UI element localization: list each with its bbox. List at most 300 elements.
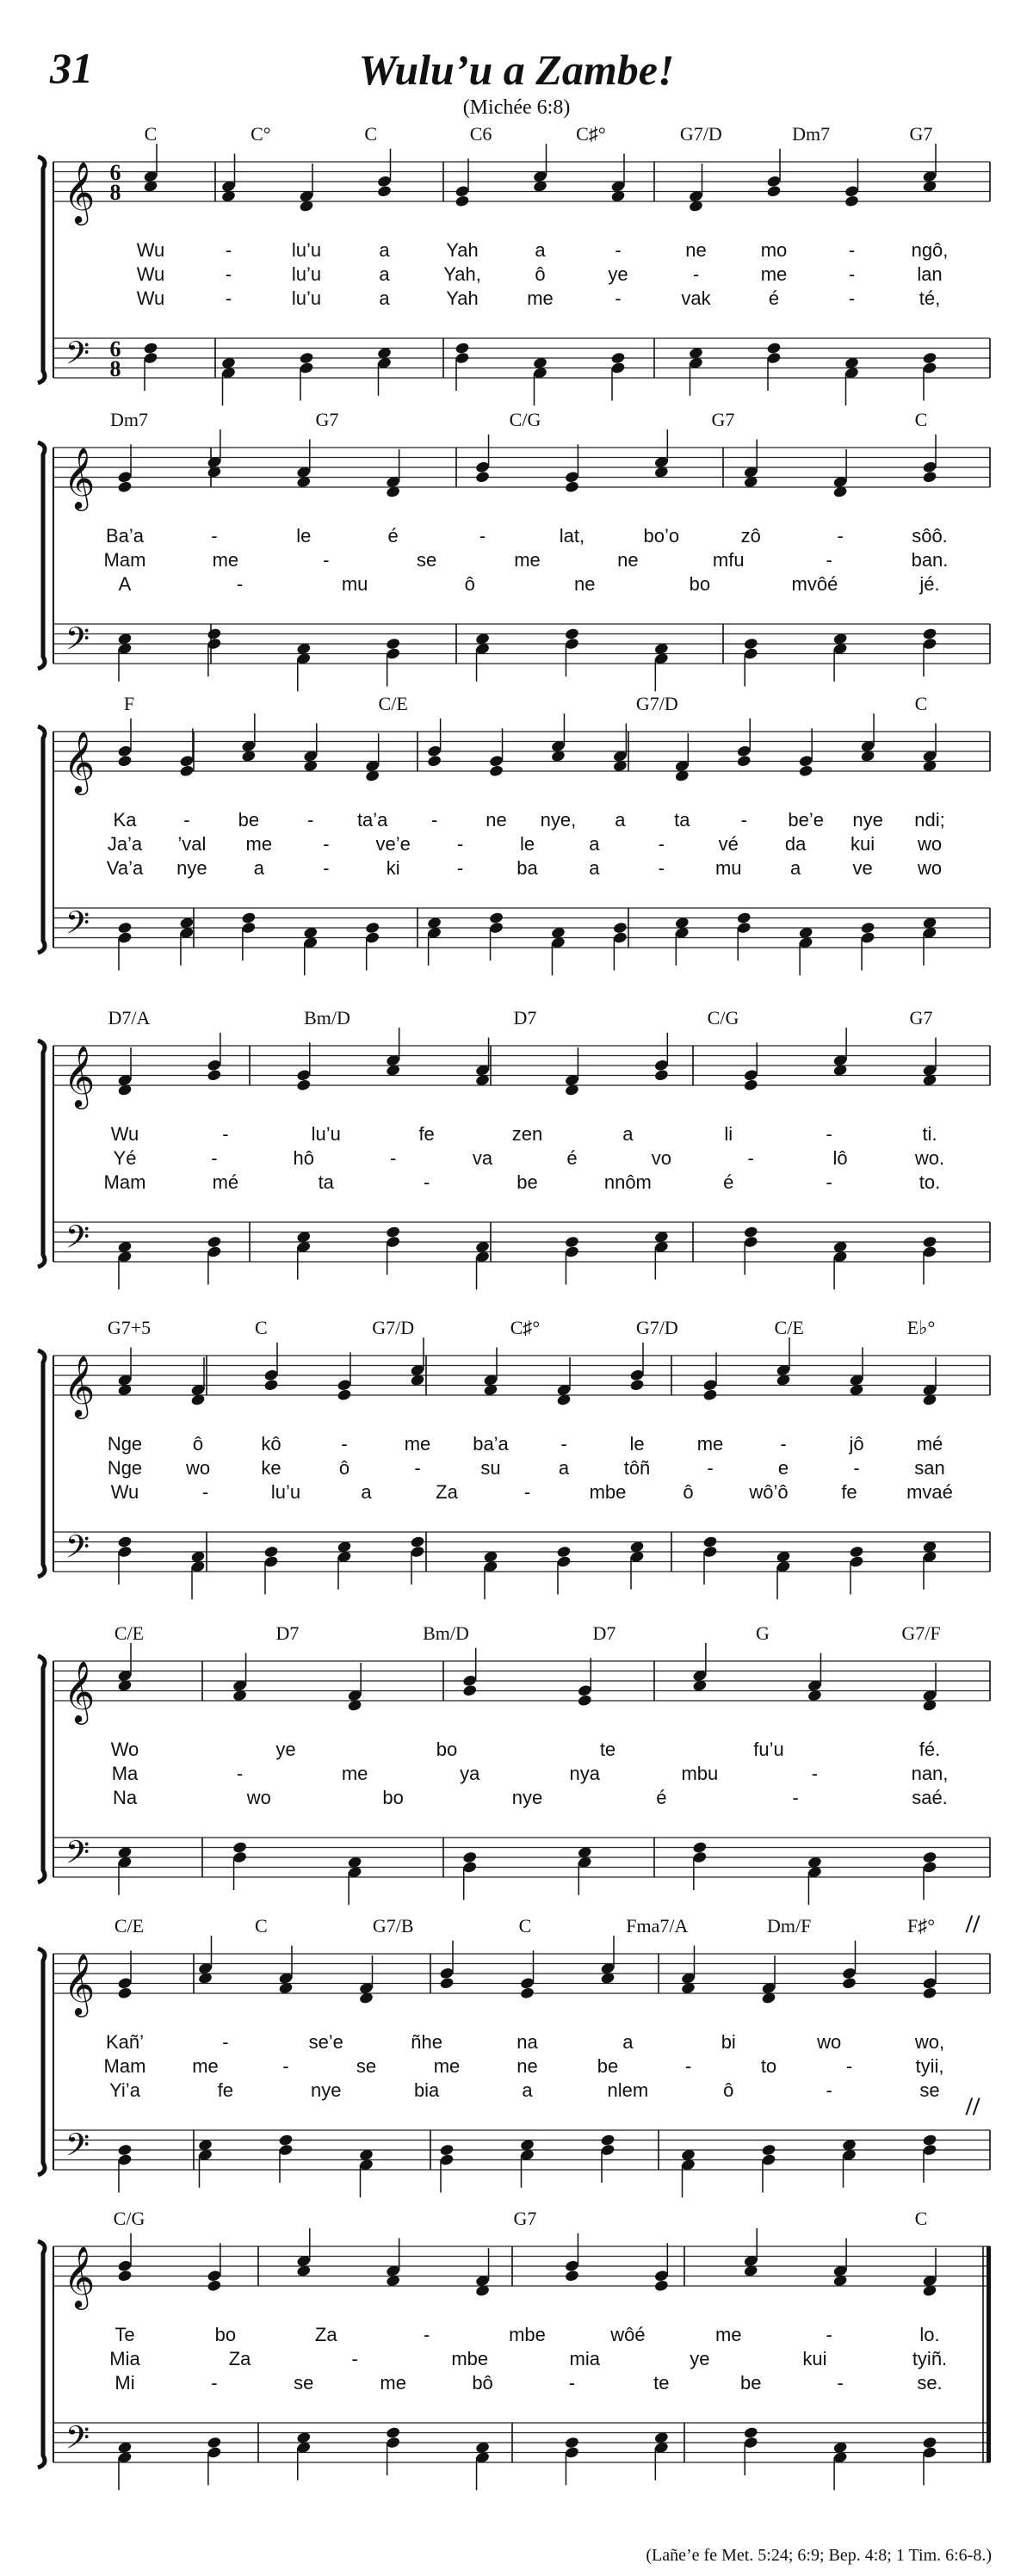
lyric-syllable: be	[238, 809, 260, 831]
chord-symbol: G7+5	[107, 1317, 152, 1338]
treble-clef: 𝄞	[63, 1354, 96, 1417]
lyric-syllable: saé.	[912, 1787, 948, 1808]
lyric-syllable: -	[323, 833, 330, 855]
lyric-syllable: vak	[681, 287, 711, 309]
lyric-syllable: ke	[261, 1457, 281, 1479]
lyric-syllable: -	[848, 287, 856, 309]
system-bracket	[38, 1949, 45, 2175]
lyric-syllable: lu’u	[311, 1123, 341, 1145]
bass-clef: 𝄢	[65, 621, 90, 665]
chord-symbol: C/E	[114, 1622, 145, 1644]
bass-notehead	[117, 921, 133, 934]
lyric-syllable: a	[379, 263, 390, 285]
treble-notehead	[179, 764, 195, 777]
system-bracket	[38, 2241, 45, 2468]
lyric-syllable: Mam	[103, 2055, 146, 2077]
lyric-syllable: me	[341, 1763, 368, 1784]
bass-clef: 𝄢	[65, 1529, 90, 1573]
lyric-syllable: -	[456, 857, 464, 879]
lyric-syllable: zen	[511, 1123, 543, 1145]
chord-symbol: F	[123, 693, 135, 714]
lyric-syllable: ô	[338, 1457, 350, 1479]
lyric-syllable: -	[183, 809, 190, 831]
lyric-syllable: é	[656, 1787, 667, 1808]
lyric-syllable: Wu	[136, 239, 165, 261]
chord-symbol: C/G	[113, 2208, 145, 2229]
lyric-syllable: Yah,	[443, 263, 481, 285]
lyric-syllable: é	[566, 1147, 578, 1169]
lyric-syllable: Wu	[136, 263, 165, 285]
lyric-syllable: ô	[723, 2079, 734, 2101]
chord-symbol: G7	[315, 409, 339, 430]
lyric-syllable: Za	[436, 1481, 458, 1503]
lyric-syllable: ya	[460, 1763, 480, 1784]
lyric-syllable: nye	[311, 2079, 342, 2101]
bass-notehead	[610, 351, 626, 364]
treble-notehead	[629, 1379, 645, 1392]
chord-symbol: G7/B	[372, 1915, 414, 1937]
lyric-syllable: lu’u	[291, 263, 322, 285]
bass-notehead	[241, 911, 257, 924]
lyric-syllable: -	[826, 2324, 832, 2345]
lyric-syllable: san	[914, 1457, 945, 1479]
lyric-syllable: -	[853, 1457, 860, 1479]
lyric-syllable: na	[516, 2031, 538, 2053]
lyric-syllable: wo	[185, 1457, 211, 1479]
lyric-syllable: Mi	[114, 2372, 135, 2394]
treble-notehead	[922, 1986, 937, 1999]
lyric-syllable: nlem	[607, 2079, 649, 2101]
lyric-syllable: a	[589, 833, 600, 855]
treble-notehead	[565, 480, 580, 493]
lyric-syllable: nya	[569, 1763, 601, 1784]
treble-notehead	[296, 1078, 312, 1091]
lyric-syllable: -	[307, 809, 314, 831]
treble-notehead	[565, 2270, 580, 2283]
chord-symbol: C6	[469, 123, 492, 145]
chord-symbol: G7	[909, 1007, 933, 1029]
bass-clef: 𝄢	[65, 1834, 90, 1879]
lyric-syllable: bo	[382, 1787, 404, 1808]
lyric-syllable: é	[768, 287, 780, 309]
system-bracket	[38, 726, 45, 953]
final-barline-thick	[987, 2246, 991, 2462]
time-signature-bottom: 8	[109, 356, 121, 381]
lyric-syllable: a	[379, 239, 390, 261]
chord-symbol: C♯°	[576, 123, 606, 145]
bass-notehead	[600, 2134, 615, 2147]
lyric-syllable: Yah	[446, 287, 479, 309]
breath-mark: //	[965, 1910, 980, 1938]
lyric-syllable: -	[236, 1763, 244, 1784]
chord-symbol: G7/D	[635, 693, 678, 714]
treble-notehead	[377, 185, 393, 198]
hymn-number: 31	[50, 44, 93, 92]
chord-symbol: C	[254, 1915, 268, 1937]
lyric-syllable: -	[826, 2079, 832, 2101]
lyric-syllable: mé	[212, 1171, 239, 1193]
lyric-syllable: mé	[916, 1433, 943, 1455]
bass-notehead	[702, 1535, 718, 1548]
treble-notehead	[577, 1694, 592, 1707]
lyric-syllable: nye,	[540, 809, 577, 831]
lyric-syllable: se	[356, 2055, 377, 2077]
time-signature-top: 6	[109, 337, 121, 361]
scripture-reference: (Michée 6:8)	[462, 96, 571, 119]
treble-clef: 𝄞	[63, 1952, 96, 2015]
lyric-syllable: a	[615, 809, 626, 831]
bass-clef: 𝄢	[65, 905, 90, 949]
lyric-syllable: to.	[919, 1171, 941, 1193]
lyric-syllable: ba	[516, 857, 538, 879]
treble-notehead	[117, 1986, 133, 1999]
lyric-syllable: su	[480, 1457, 501, 1479]
music-system	[38, 144, 990, 405]
treble-notehead	[207, 2279, 222, 2292]
lyric-syllable: wo.	[914, 1147, 945, 1169]
lyric-syllable: wôé	[610, 2324, 646, 2345]
lyric-syllable: mu	[714, 857, 742, 879]
bass-notehead	[232, 1841, 248, 1854]
lyric-syllable: se.	[917, 2372, 943, 2394]
lyric-syllable: -	[780, 1433, 787, 1455]
lyric-syllable: Ba’a	[105, 525, 145, 547]
chord-symbol: Dm/F	[766, 1915, 812, 1937]
treble-notehead	[766, 185, 782, 198]
chord-symbol: C	[914, 2208, 928, 2229]
lyric-syllable: kô	[261, 1433, 281, 1455]
lyric-syllable: -	[692, 263, 700, 285]
lyric-syllable: -	[747, 1147, 754, 1169]
lyric-syllable: ta’a	[356, 809, 388, 831]
treble-clef: 𝄞	[63, 730, 96, 793]
chord-symbol: D7	[513, 1007, 537, 1029]
lyric-syllable: -	[430, 809, 438, 831]
lyric-syllable: nye	[511, 1787, 543, 1808]
lyric-syllable: a	[622, 1123, 634, 1145]
lyric-syllable: Yi’a	[109, 2079, 140, 2101]
treble-clef: 𝄞	[63, 160, 96, 223]
lyric-syllable: kui	[851, 833, 875, 855]
lyric-syllable: se’e	[308, 2031, 343, 2053]
lyric-syllable: me	[245, 833, 273, 855]
lyric-syllable: a	[253, 857, 264, 879]
lyric-syllable: me	[514, 549, 541, 571]
lyric-syllable: -	[826, 1123, 832, 1145]
lyric-syllable: -	[456, 833, 464, 855]
lyric-syllable: -	[323, 857, 330, 879]
bass-notehead	[761, 2143, 776, 2156]
treble-notehead	[475, 471, 491, 484]
lyric-syllable: -	[222, 1123, 229, 1145]
lyric-syllable: nnôm	[603, 1171, 652, 1193]
lyric-syllable: fé.	[919, 1739, 941, 1760]
lyric-syllable: Kañ’	[105, 2031, 145, 2053]
lyric-syllable: ngô,	[911, 239, 949, 261]
lyric-syllable: ba’a	[473, 1433, 509, 1455]
lyric-syllable: -	[225, 287, 232, 309]
lyric-syllable: lan	[917, 263, 943, 285]
bass-notehead	[766, 342, 782, 355]
lyric-syllable: va	[472, 1147, 493, 1169]
bass-notehead	[410, 1535, 425, 1548]
lyric-syllable: mbe	[509, 2324, 546, 2345]
lyric-syllable: Wu	[136, 287, 165, 309]
lyric-syllable: mbu	[681, 1763, 719, 1784]
lyric-syllable: -	[707, 1457, 714, 1479]
chord-symbol: C°	[251, 123, 271, 145]
lyric-syllable: -	[560, 1433, 567, 1455]
treble-notehead	[427, 755, 442, 768]
lyric-syllable: Mam	[103, 549, 146, 571]
lyric-syllable: mfu	[712, 549, 745, 571]
bass-notehead	[455, 342, 470, 355]
bass-clef: 𝄢	[65, 2127, 90, 2171]
lyric-syllable: a	[379, 287, 390, 309]
lyric-syllable: tyii,	[915, 2055, 944, 2077]
lyric-syllable: lo.	[919, 2324, 940, 2345]
bass-notehead	[565, 1235, 580, 1248]
bass-notehead	[922, 1850, 937, 1863]
bass-notehead	[386, 637, 401, 650]
lyric-syllable: me	[527, 287, 554, 309]
lyric-syllable: wô’ô	[749, 1481, 789, 1503]
lyric-syllable: Wu	[110, 1481, 139, 1503]
chord-symbol: G7/D	[679, 123, 722, 145]
lyric-syllable: Te	[114, 2324, 135, 2345]
lyric-syllable: nye	[176, 857, 207, 879]
lyric-syllable: fe	[841, 1481, 857, 1503]
lyric-syllable: bo’o	[643, 525, 680, 547]
lyric-syllable: -	[658, 833, 665, 855]
lyric-syllable: lu’u	[270, 1481, 301, 1503]
treble-notehead	[489, 764, 504, 777]
bass-notehead	[263, 1545, 279, 1558]
lyric-syllable: a	[522, 2079, 533, 2101]
bass-notehead	[922, 1235, 937, 1248]
lyric-syllable: da	[784, 833, 807, 855]
chord-symbol: D7	[275, 1622, 300, 1644]
lyric-syllable: -	[658, 857, 665, 879]
lyric-syllable: -	[523, 1481, 531, 1503]
lyric-syllable: be	[739, 2372, 762, 2394]
lyric-syllable: te	[653, 2372, 670, 2394]
lyric-syllable: Za	[228, 2348, 251, 2369]
lyric-syllable: Ma	[111, 1763, 139, 1784]
lyric-syllable: Na	[112, 1787, 138, 1808]
lyric-syllable: Ka	[113, 809, 137, 831]
lyric-syllable: be	[597, 2055, 619, 2077]
chord-symbol: C	[518, 1915, 532, 1937]
lyric-syllable: -	[568, 2372, 576, 2394]
chord-symbol: G7	[711, 409, 735, 430]
bass-notehead	[143, 342, 158, 355]
lyric-syllable: Yé	[113, 1147, 137, 1169]
lyric-syllable: -	[211, 525, 218, 547]
lyric-syllable: a	[361, 1481, 372, 1503]
lyric-syllable: ô	[192, 1433, 204, 1455]
system-bracket	[38, 1656, 45, 1882]
lyric-syllable: ne	[574, 573, 596, 595]
lyric-syllable: -	[423, 2324, 430, 2345]
lyric-syllable: fe	[217, 2079, 234, 2101]
lyric-syllable: ye	[608, 263, 628, 285]
lyric-syllable: -	[740, 809, 747, 831]
lyric-syllable: wo	[917, 857, 943, 879]
lyric-syllable: me	[212, 549, 239, 571]
treble-notehead	[653, 2279, 669, 2292]
breath-mark: //	[965, 2092, 980, 2121]
lyric-syllable: ô	[683, 1481, 694, 1503]
treble-notehead	[117, 755, 133, 768]
lyric-syllable: Nge	[107, 1457, 143, 1479]
bass-notehead	[489, 911, 504, 924]
lyric-syllable: se	[417, 549, 437, 571]
lyric-syllable: ta	[674, 809, 690, 831]
bass-notehead	[736, 911, 752, 924]
lyric-syllable: -	[390, 1147, 397, 1169]
lyric-syllable: fe	[418, 1123, 435, 1145]
lyric-syllable: nye	[852, 809, 883, 831]
lyric-syllable: mo	[760, 239, 788, 261]
chord-symbol: G7	[513, 2208, 537, 2229]
lyric-syllable: tôñ	[623, 1457, 651, 1479]
lyric-syllable: bo	[436, 1739, 458, 1760]
lyric-syllable: ’val	[177, 833, 207, 855]
chord-symbol: Bm/D	[423, 1622, 469, 1644]
bass-notehead	[922, 627, 937, 640]
treble-notehead	[337, 1388, 352, 1401]
lyric-syllable: hô	[293, 1147, 315, 1169]
lyric-syllable: a	[535, 239, 546, 261]
treble-notehead	[462, 1684, 478, 1697]
treble-notehead	[798, 764, 813, 777]
lyric-syllable: me	[696, 1433, 724, 1455]
chord-symbol: Dm7	[110, 409, 148, 430]
lyric-syllable: mbe	[451, 2348, 489, 2369]
lyric-syllable: lu’u	[291, 287, 322, 309]
treble-notehead	[520, 1986, 535, 1999]
lyric-syllable: se	[919, 2079, 940, 2101]
time-signature-top: 6	[109, 160, 121, 185]
chord-symbol: C	[914, 693, 928, 714]
lyric-syllable: a	[558, 1457, 570, 1479]
lyric-syllable: me	[714, 2324, 742, 2345]
lyric-syllable: ne	[486, 809, 507, 831]
bass-notehead	[117, 1535, 133, 1548]
lyric-syllable: lu’u	[291, 239, 322, 261]
lyric-syllable: wo	[246, 1787, 271, 1808]
lyric-syllable: ve’e	[375, 833, 411, 855]
lyric-syllable: -	[225, 263, 232, 285]
chord-symbol: C♯°	[510, 1317, 541, 1338]
lyric-syllable: -	[211, 2372, 218, 2394]
bass-notehead	[743, 637, 758, 650]
lyric-syllable: le	[629, 1433, 645, 1455]
chord-symbol: G	[756, 1622, 770, 1644]
treble-notehead	[702, 1388, 718, 1401]
lyric-syllable: Yah	[446, 239, 479, 261]
lyric-syllable: -	[211, 1147, 218, 1169]
treble-notehead	[455, 195, 470, 207]
lyric-syllable: se	[294, 2372, 314, 2394]
lyric-syllable: li	[724, 1123, 733, 1145]
lyric-syllable: ô	[464, 573, 475, 595]
lyric-syllable: a	[589, 857, 600, 879]
lyric-syllable: ye	[690, 2348, 710, 2369]
lyric-syllable: te	[599, 1739, 616, 1760]
lyric-syllable: -	[201, 1481, 209, 1503]
chord-symbol: Bm/D	[304, 1007, 350, 1029]
lyric-syllable: me	[380, 2372, 406, 2394]
lyric-syllable: Nge	[107, 1433, 143, 1455]
lyric-syllable: mvaé	[906, 1481, 953, 1503]
bass-notehead	[299, 351, 314, 364]
lyric-syllable: mu	[341, 573, 368, 595]
bass-notehead	[365, 921, 380, 934]
lyric-syllable: ñhe	[411, 2031, 442, 2053]
chord-symbol: G7/D	[372, 1317, 415, 1338]
bass-clef: 𝄢	[65, 1219, 90, 1263]
time-signature-bottom: 8	[109, 180, 121, 205]
chord-symbol: C	[914, 409, 928, 430]
lyric-syllable: lat,	[559, 525, 585, 547]
lyric-syllable: mvôé	[791, 573, 838, 595]
treble-clef: 𝄞	[63, 2245, 96, 2307]
lyric-syllable: me	[404, 1433, 431, 1455]
chord-symbol: C/E	[114, 1915, 145, 1937]
lyric-syllable: -	[615, 287, 622, 309]
lyric-syllable: me	[760, 263, 788, 285]
lyric-syllable: wo	[817, 2031, 842, 2053]
lyric-syllable: wo,	[914, 2031, 945, 2053]
footnote-references: (Lañe’e fe Met. 5:24; 6:9; Bep. 4:8; 1 Tim. 6:6-8.)	[646, 2546, 992, 2565]
bass-clef: 𝄢	[65, 335, 90, 380]
lyric-syllable: -	[845, 2055, 853, 2077]
lyric-syllable: fu’u	[753, 1739, 784, 1760]
lyric-syllable: -	[615, 239, 622, 261]
music-system	[38, 1337, 990, 1599]
treble-notehead	[922, 471, 937, 484]
chord-symbol: C	[144, 123, 158, 145]
lyric-syllable: -	[323, 549, 330, 571]
chord-symbol: Fma7/A	[626, 1915, 689, 1937]
system-bracket	[38, 1350, 45, 1577]
lyric-syllable: to	[760, 2055, 777, 2077]
chord-symbol: C/G	[707, 1007, 739, 1029]
chord-symbol: G7/D	[635, 1317, 678, 1338]
treble-clef: 𝄞	[63, 1659, 96, 1722]
lyric-syllable: bo	[689, 573, 711, 595]
hymn-title: Wulu’u a Zambe!	[358, 46, 675, 94]
lyric-syllable: -	[282, 2055, 289, 2077]
lyric-syllable: é	[723, 1171, 734, 1193]
lyric-syllable: be	[516, 1171, 538, 1193]
bass-notehead	[692, 1841, 708, 1854]
lyric-syllable: tyiñ.	[912, 2348, 948, 2369]
bass-notehead	[565, 627, 580, 640]
lyric-syllable: Va’a	[106, 857, 144, 879]
lyric-syllable: Mam	[103, 1171, 146, 1193]
lyric-syllable: -	[837, 2372, 844, 2394]
lyric-syllable: ye	[275, 1739, 296, 1760]
bass-notehead	[207, 627, 222, 640]
chord-symbol: G7/F	[901, 1622, 941, 1644]
lyric-syllable: Mia	[109, 2348, 140, 2369]
bass-notehead	[922, 351, 937, 364]
lyric-syllable: lô	[832, 1147, 848, 1169]
lyric-syllable: é	[387, 525, 399, 547]
